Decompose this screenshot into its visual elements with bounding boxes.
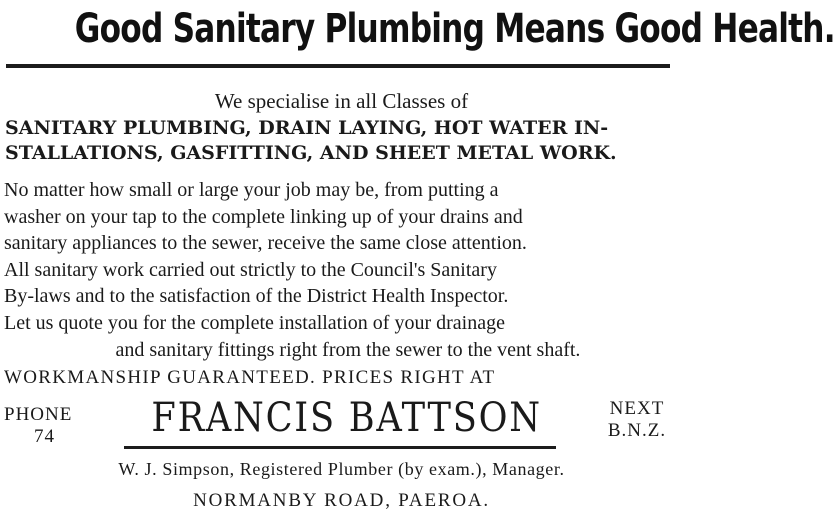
body-line: sanitary appliances to the sewer, receive the same close attention. [4,232,527,255]
next-label: NEXT [609,398,665,419]
phone-number: 74 [34,426,55,447]
firm-name: FRANCIS BATTSON [151,395,542,441]
manager-line: W. J. Simpson, Registered Plumber (by exam.), Manager. [118,459,565,479]
guarantee-line: WORKMANSHIP GUARANTEED. PRICES RIGHT AT [4,367,496,388]
location-block [595,398,679,442]
headline-rule [6,64,670,68]
body-line: Let us quote you for the complete installation of your drainage [4,311,505,334]
phone-label: PHONE [4,404,73,425]
specialise-line: We specialise in all Classes of [214,89,469,113]
body-line: and sanitary fittings right from the sewer to the vent shaft. [115,338,581,361]
phone-block [4,404,94,448]
body-line: All sanitary work carried out strictly to the Council's Sanitary [4,258,497,281]
services-line: STALLATIONS, GASFITTING, AND SHEET METAL WORK. [5,142,617,164]
body-line: washer on your tap to the complete linking up of your drains and [4,205,523,228]
body-line: By-laws and to the satisfaction of the District Health Inspector. [4,285,509,308]
next-place: B.N.Z. [607,420,667,441]
body-line: No matter how small or large your job may be, from putting a [4,179,499,201]
firm-name-rule [124,446,556,449]
address-line: NORMANBY ROAD, PAEROA. [193,490,490,511]
headline: Good Sanitary Plumbing Means Good Health. [74,6,835,52]
services-line: SANITARY PLUMBING, DRAIN LAYING, HOT WATER IN- [5,117,609,139]
services-list [5,116,675,166]
body-paragraph [4,177,680,363]
